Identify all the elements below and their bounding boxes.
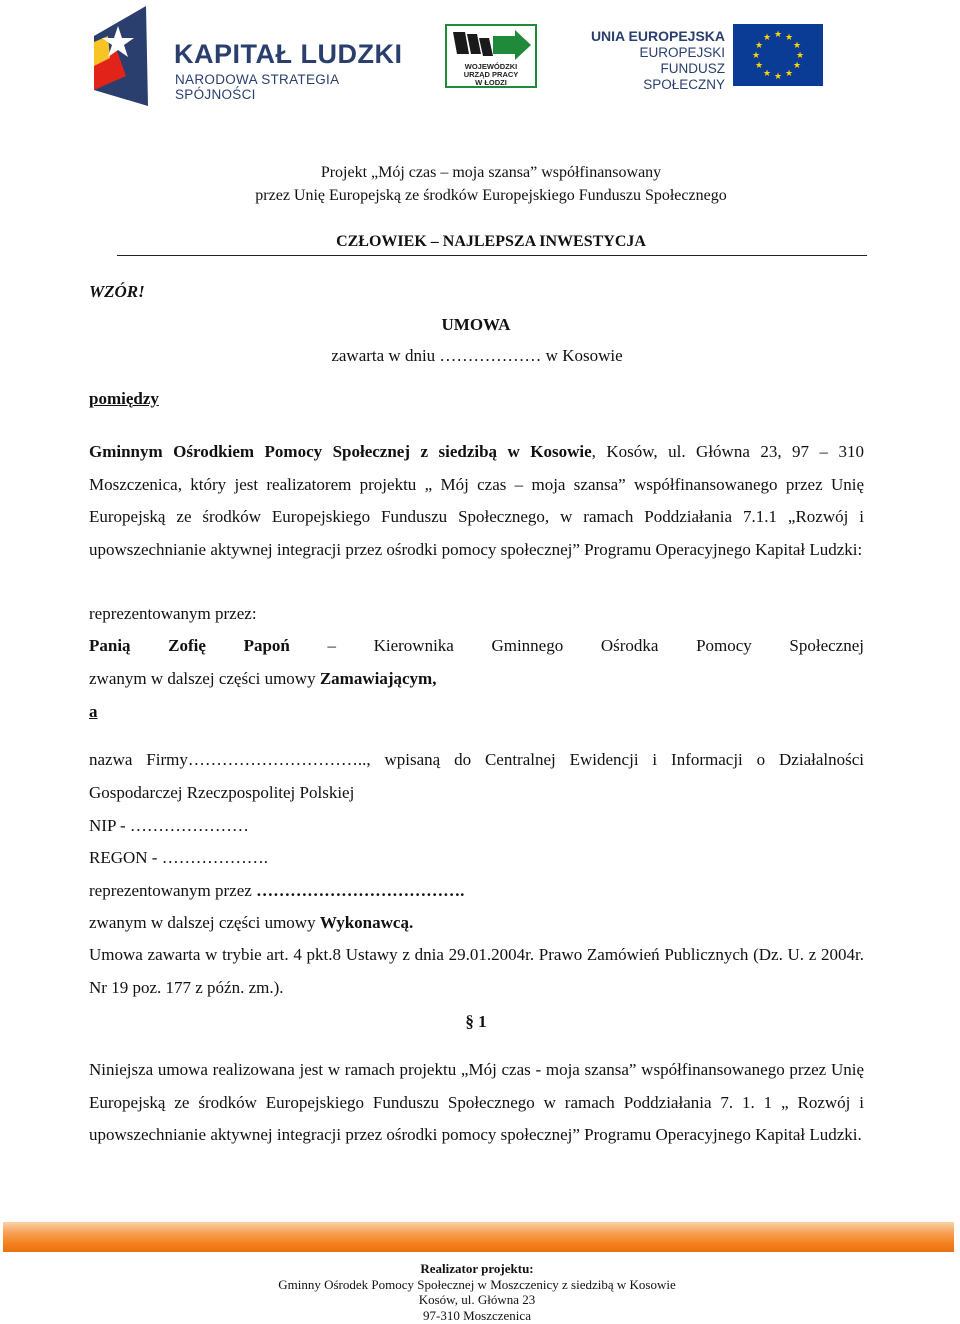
eu-flag-icon xyxy=(733,24,823,86)
svg-text:★: ★ xyxy=(754,61,764,71)
kapital-ludzki-subtitle: NARODOWA STRATEGIA SPÓJNOŚCI xyxy=(175,72,339,102)
and-label: a xyxy=(89,702,98,721)
party1-text: , Kosów, ul. Główna 23, 97 – 310 Moszczenica, który jest realizatorem projektu „ Mój czas – moja szansa” współfinansowanego przez Unię Europejską ze środków Europejskiego Funduszu Społecznego, w ramach Poddziałania 7.1.1 „Rozwój i upowszechnianie aktywnej integracji przez ośrodki pomocy społecznej” Programu Operacyjnego Kapitał Ludzki: xyxy=(89,442,864,559)
footer-band xyxy=(3,1222,954,1252)
party2-company: nazwa Firmy………………………….., wpisaną do Centralnej Ewidencji i Informacji o Działalności Gospodarczej Rzeczpospolitej Polskiej xyxy=(89,750,864,802)
party2-called-text: zwanym w dalszej części umowy xyxy=(89,913,320,932)
kapital-ludzki-title: KAPITAŁ LUDZKI xyxy=(174,39,403,69)
document-title: UMOWA xyxy=(441,315,511,334)
svg-text:★: ★ xyxy=(751,51,761,61)
header-rule xyxy=(117,255,867,256)
ue-logo xyxy=(585,24,837,92)
header-line-2: przez Unię Europejską ze środków Europejskiego Funduszu Społecznego xyxy=(255,187,727,204)
header-line-1: Projekt „Mój czas – moja szansa” współfinansowany xyxy=(320,164,662,181)
party2-called xyxy=(89,912,413,934)
wzor-label: WZÓR! xyxy=(89,282,145,301)
party2-regon: REGON - ………………. xyxy=(89,848,268,867)
svg-text:★: ★ xyxy=(792,41,802,51)
svg-text:★: ★ xyxy=(784,69,794,79)
wup-line1: WOJEWÓDZKI xyxy=(464,62,518,71)
wup-line3: W ŁODZI xyxy=(475,78,507,87)
document-subtitle: zawarta w dniu ……………… w Kosowie xyxy=(331,346,623,365)
legal-basis: Umowa zawarta w trybie art. 4 pkt.8 Ustawy z dnia 29.01.2004r. Prawo Zamówień Publicznych (Dz. U. z 2004r. Nr 19 poz. 177 z późn. zm.). xyxy=(89,945,864,997)
svg-text:★: ★ xyxy=(754,41,764,51)
party2-represented xyxy=(89,880,464,902)
svg-text:★: ★ xyxy=(784,33,794,43)
party1-represented: reprezentowanym przez: xyxy=(89,604,257,623)
party1-name: Gminnym Ośrodkiem Pomocy Społecznej z siedzibą w Kosowie xyxy=(89,442,592,461)
svg-text:★: ★ xyxy=(792,61,802,71)
footer-line-1: Gminny Ośrodek Pomocy Społecznej w Moszczenicy z siedzibą w Kosowie xyxy=(278,1276,676,1292)
svg-text:★: ★ xyxy=(773,72,783,82)
footer-line-2: Kosów, ul. Główna 23 xyxy=(418,1292,536,1307)
svg-text:★: ★ xyxy=(795,51,805,61)
party1-called-text: zwanym w dalszej części umowy xyxy=(89,669,320,688)
kapital-ludzki-logo xyxy=(86,6,406,108)
ue-line2: EUROPEJSKI xyxy=(639,45,725,60)
section1-heading: § 1 xyxy=(465,1012,487,1031)
footer-block xyxy=(0,1261,954,1323)
section1-text: Niniejsza umowa realizowana jest w ramach projektu „Mój czas - moja szansa” współfinansowanego przez Unię Europejską ze środków Europejskiego Funduszu Społecznego w ramach Poddziałania 7. 1. 1 „ Rozwój i upowszechnianie aktywnej integracji przez ośrodki pomocy społecznej” Programu Operacyjnego Kapitał Ludzki. xyxy=(89,1060,864,1145)
party2-represented-dots: ………………………………. xyxy=(256,881,465,900)
party2-called-as: Wykonawcą. xyxy=(319,913,414,932)
wup-line2: URZĄD PRACY xyxy=(463,70,519,79)
party1-rep-role: – Kierownika Gminnego Ośrodka Pomocy Społecznej xyxy=(289,636,864,655)
footer-label: Realizator projektu: xyxy=(420,1261,534,1276)
between-label: pomiędzy xyxy=(89,389,159,408)
party1-paragraph xyxy=(89,436,864,566)
svg-text:★: ★ xyxy=(762,69,772,79)
party2-represented-text: reprezentowanym przez xyxy=(89,881,257,900)
kapital-ludzki-emblem-icon xyxy=(86,6,152,108)
party2-nip: NIP - ………………… xyxy=(89,816,249,835)
wup-logo xyxy=(445,24,537,88)
ue-line1: UNIA EUROPEJSKA xyxy=(590,28,725,44)
header-motto: CZŁOWIEK – NAJLEPSZA INWESTYCJA xyxy=(336,233,646,250)
arrow-icon xyxy=(449,28,533,62)
svg-text:★: ★ xyxy=(762,33,772,43)
party1-called-as: Zamawiającym, xyxy=(319,669,437,688)
party1-representative xyxy=(89,635,864,657)
svg-text:★: ★ xyxy=(773,30,783,40)
footer-line-3: 97-310 Moszczenica xyxy=(423,1307,531,1323)
ue-line3: FUNDUSZ SPOŁECZNY xyxy=(643,61,725,92)
party1-called xyxy=(89,668,436,690)
party1-rep-name: Panią Zofię Papoń xyxy=(89,636,290,655)
